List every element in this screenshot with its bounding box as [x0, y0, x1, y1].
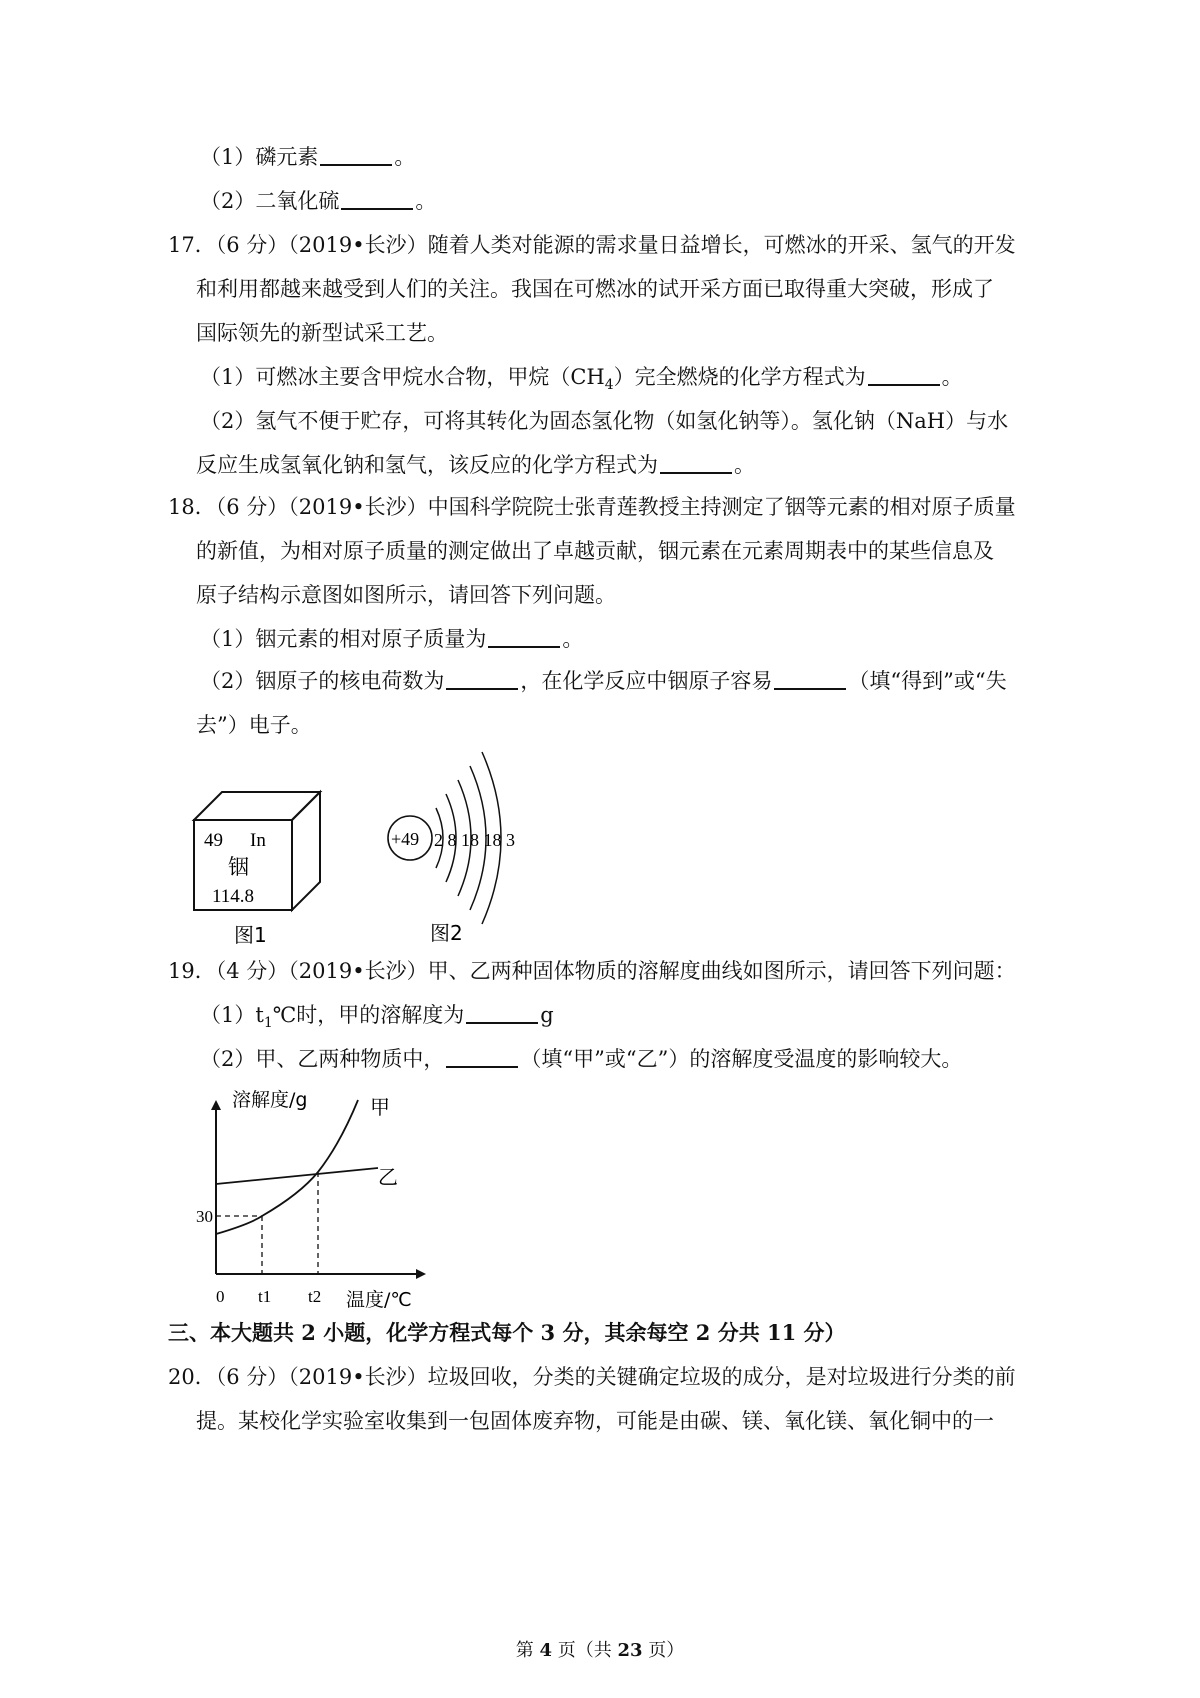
footer-post: 页） [642, 1640, 685, 1661]
tick-label-30: 30 [196, 1207, 213, 1226]
y-axis-arrow [211, 1100, 221, 1110]
answer-blank[interactable] [488, 626, 560, 648]
subscript: 4 [604, 377, 614, 393]
element-cell-figure [190, 788, 330, 950]
answer-blank[interactable] [660, 452, 732, 474]
q18-part2-text2: ，在化学反应中铟原子容易 [520, 669, 773, 693]
q19-part1 [200, 1000, 554, 1038]
q17-part1-text2: ）完全燃烧的化学方程式为 [613, 365, 866, 389]
q17-part1 [200, 362, 963, 400]
q19-stem: 19．（4 分）（2019•长沙）甲、乙两种固体物质的溶解度曲线如图所示，请回答下列问题： [168, 959, 1016, 983]
q17-stem-line1: 17．（6 分）（2019•长沙）随着人类对能源的需求量日益增长，可燃冰的开采、氢气的开发 [168, 233, 1016, 257]
q19-part1-text: （1）t [200, 1003, 264, 1027]
figure2-caption: 图2 [430, 921, 463, 945]
answer-blank[interactable] [341, 188, 413, 210]
answer-blank[interactable] [466, 1002, 538, 1024]
q17-part1-text: （1）可燃冰主要含甲烷水合物，甲烷（CH [200, 365, 605, 389]
q18-part2-text: （2）铟原子的核电荷数为 [200, 669, 445, 693]
q19-part2-text2: （填“甲”或“乙”）的溶解度受温度的影响较大。 [520, 1047, 963, 1071]
q18-part1-text: （1）铟元素的相对原子质量为 [200, 627, 487, 651]
x-axis-label: 温度/℃ [346, 1289, 412, 1311]
footer-pre: 第 [515, 1640, 540, 1661]
atomic-number: 49 [204, 830, 223, 851]
page-number: 4 [539, 1640, 552, 1661]
footer-mid: 页（共 [552, 1640, 618, 1661]
origin-label: 0 [216, 1287, 225, 1306]
q19-part2 [200, 1044, 962, 1074]
section-3-heading: 三、本大题共 2 小题，化学方程式每个 3 分，其余每空 2 分共 11 分） [168, 1320, 846, 1345]
atomic-mass: 114.8 [212, 886, 255, 907]
q18-part2-text3: （填“得到”或“失 [848, 669, 1007, 693]
q18-stem-line3: 原子结构示意图如图所示，请回答下列问题。 [196, 583, 616, 607]
figure1-caption: 图1 [234, 923, 267, 947]
y-axis-label: 溶解度/g [232, 1089, 308, 1111]
chart-axes [211, 1100, 426, 1279]
q18-stem-line1: 18．（6 分）（2019•长沙）中国科学院院士张青莲教授主持测定了铟等元素的相对原子质量 [168, 495, 1016, 519]
element-name: 铟 [228, 855, 249, 879]
q17-part2-line1: （2）氢气不便于贮存，可将其转化为固态氢化物（如氢化钠等）。氢化钠（NaH）与水 [200, 409, 1009, 433]
atom-structure-figure [380, 748, 560, 948]
answer-blank[interactable] [868, 364, 940, 386]
q17-part2-line2 [196, 450, 755, 480]
q17-stem-line2: 和利用都越来越受到人们的关注。我国在可燃冰的试开采方面已取得重大突破，形成了 [196, 277, 994, 301]
q19-part1-text2: ℃时，甲的溶解度为 [272, 1003, 465, 1027]
q16-part1 [200, 142, 415, 172]
answer-blank[interactable] [774, 668, 846, 690]
q20-stem-line1: 20．（6 分）（2019•长沙）垃圾回收，分类的关键确定垃圾的成分，是对垃圾进行分类的前 [168, 1365, 1016, 1389]
answer-blank[interactable] [446, 1046, 518, 1068]
q19-part1-unit: g [540, 1003, 554, 1027]
q16-part1-end: 。 [394, 145, 416, 169]
subscript: 1 [263, 1015, 273, 1031]
page-footer [0, 1636, 1200, 1662]
q16-part2-text: （2）二氧化硫 [200, 189, 340, 213]
series-jia-line [216, 1100, 358, 1234]
series-yi-label: 乙 [378, 1165, 398, 1189]
answer-blank[interactable] [446, 668, 518, 690]
q16-part1-text: （1）磷元素 [200, 145, 319, 169]
q16-part2 [200, 186, 436, 216]
nucleus-charge: +49 [391, 829, 420, 849]
tick-label-t1: t1 [258, 1287, 272, 1306]
solubility-chart [190, 1082, 450, 1312]
q17-part2-text: 反应生成氢氧化钠和氢气，该反应的化学方程式为 [196, 453, 658, 477]
q18-part2 [200, 666, 1007, 696]
element-symbol: In [250, 830, 266, 851]
q18-stem-line2: 的新值，为相对原子质量的测定做出了卓越贡献，铟元素在元素周期表中的某些信息及 [196, 539, 994, 563]
q17-stem-line3: 国际领先的新型试采工艺。 [196, 321, 448, 345]
q18-part1-end: 。 [562, 627, 584, 651]
series-yi-line [216, 1168, 378, 1184]
q17-part2-end: 。 [734, 453, 755, 477]
q18-part2-line2: 去”）电子。 [196, 713, 312, 737]
q18-part1 [200, 624, 583, 654]
x-axis-arrow [416, 1269, 426, 1279]
page-total: 23 [617, 1640, 643, 1661]
series-jia-label: 甲 [370, 1095, 390, 1119]
q20-stem-line2: 提。某校化学实验室收集到一包固体废弃物，可能是由碳、镁、氧化镁、氧化铜中的一 [196, 1409, 994, 1433]
q17-part1-end: 。 [941, 365, 963, 389]
tick-label-t2: t2 [308, 1287, 322, 1306]
q16-part2-end: 。 [415, 189, 437, 213]
electron-shells: 2 8 18 18 3 [434, 830, 515, 850]
q19-part2-text: （2）甲、乙两种物质中， [200, 1047, 445, 1071]
answer-blank[interactable] [320, 144, 392, 166]
